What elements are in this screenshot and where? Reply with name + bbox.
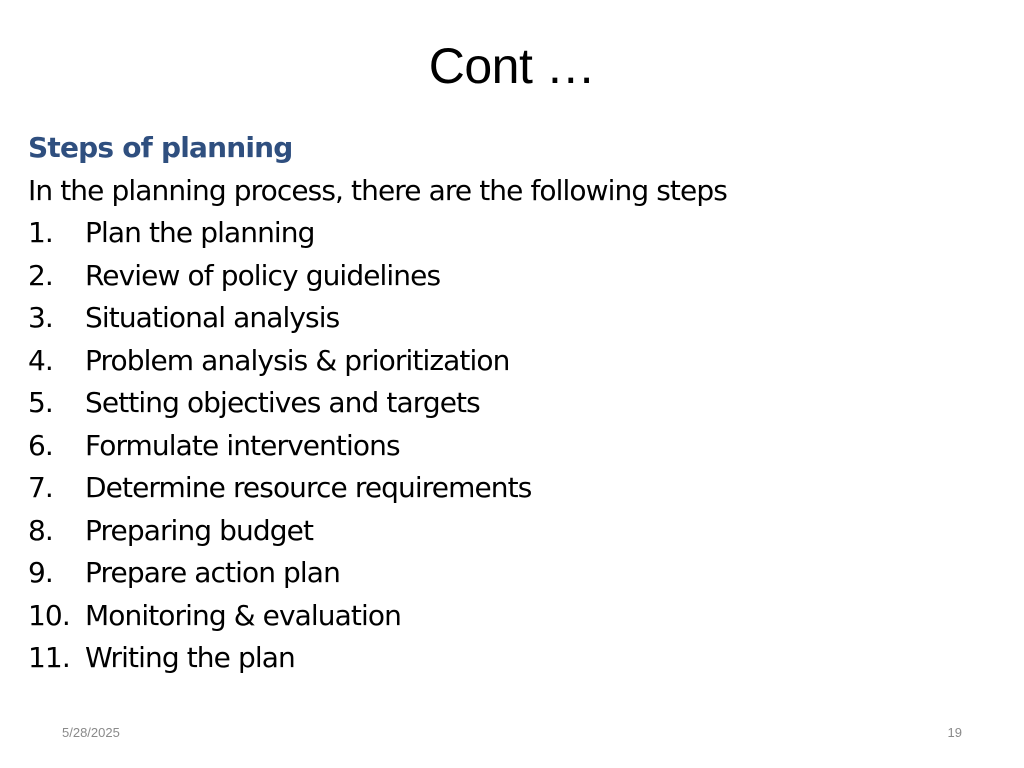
step-text: Monitoring & evaluation [85, 598, 401, 632]
step-item [28, 595, 988, 638]
step-number: 9. [28, 556, 53, 589]
step-item [28, 510, 988, 553]
slide-content [28, 126, 988, 680]
footer-date: 5/28/2025 [62, 725, 120, 740]
step-number: 6. [28, 428, 53, 462]
step-number: 8. [28, 513, 53, 547]
step-text: Writing the plan [85, 641, 295, 674]
step-text: Prepare action plan [85, 556, 340, 589]
steps-list [28, 212, 988, 680]
step-number: 5. [28, 386, 53, 419]
step-number: 1. [28, 216, 53, 249]
step-number: 7. [28, 471, 53, 504]
step-item [28, 297, 988, 340]
step-item [28, 425, 988, 468]
step-item [28, 255, 988, 298]
step-item [28, 552, 988, 595]
step-text: Situational analysis [85, 301, 340, 334]
slide-title: Cont … [428, 38, 596, 94]
step-text: Problem analysis & prioritization [85, 343, 510, 377]
step-item [28, 467, 988, 510]
step-number: 4. [28, 343, 53, 377]
step-item [28, 212, 988, 255]
step-item [28, 382, 988, 425]
step-item [28, 637, 988, 680]
footer-page-number: 19 [947, 725, 962, 740]
step-text: Review of policy guidelines [85, 258, 441, 292]
intro-text: In the planning process, there are the following steps [28, 174, 727, 207]
step-text: Determine resource requirements [85, 471, 532, 504]
section-heading: Steps of planning [28, 131, 293, 164]
step-number: 10. [28, 598, 70, 632]
step-number: 11. [28, 641, 70, 674]
step-item [28, 340, 988, 383]
step-text: Preparing budget [85, 513, 314, 547]
step-number: 3. [28, 301, 53, 334]
step-number: 2. [28, 258, 53, 292]
step-text: Formulate interventions [85, 428, 400, 462]
step-text: Plan the planning [85, 216, 315, 249]
step-text: Setting objectives and targets [85, 386, 480, 419]
